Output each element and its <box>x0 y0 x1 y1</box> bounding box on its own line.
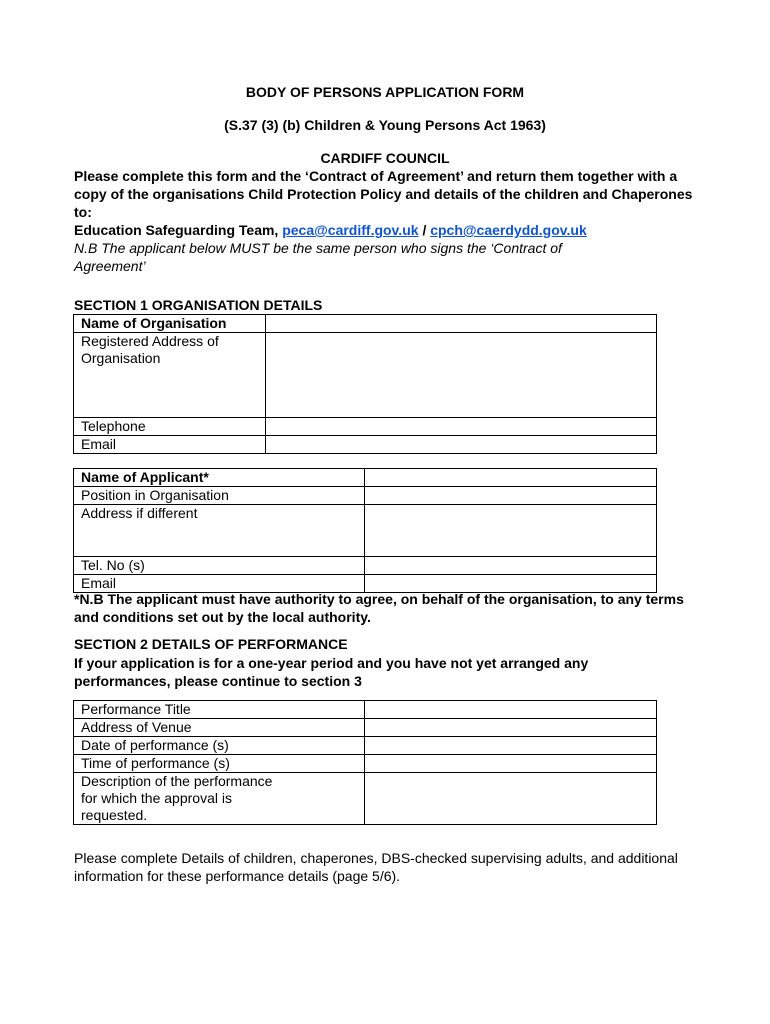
label-performance-time: Time of performance (s) <box>74 755 365 773</box>
email-field[interactable] <box>266 436 657 454</box>
organisation-name-field[interactable] <box>266 315 657 333</box>
label-performance-title: Performance Title <box>74 701 365 719</box>
label-performance-description: Description of the performance for which the approval is requested. <box>74 773 365 825</box>
tel-no-field[interactable] <box>365 557 657 575</box>
email-link-peca[interactable]: peca@cardiff.gov.uk <box>282 222 419 238</box>
section1-heading: SECTION 1 ORGANISATION DETAILS <box>74 297 323 313</box>
intro-instructions: Please complete this form and the ‘Contract of Agreement’ and return them together with a copy of the organisations Child Protection Policy and details of the children and Chaperones to: <box>74 168 693 220</box>
performance-title-field[interactable] <box>365 701 657 719</box>
email-link-cpch[interactable]: cpch@caerdydd.gov.uk <box>430 222 587 238</box>
form-title: BODY OF PERSONS APPLICATION FORM <box>245 84 525 100</box>
section2-heading: SECTION 2 DETAILS OF PERFORMANCE <box>74 636 348 652</box>
label-registered-address: Registered Address of Organisation <box>74 333 266 418</box>
section2-subheading: If your application is for a one-year period and you have not yet arranged any performances, please continue to section 3 <box>74 655 589 689</box>
performance-table <box>73 700 657 825</box>
label-telephone: Telephone <box>74 418 266 436</box>
act-reference: (S.37 (3) (b) Children & Young Persons Act 1963) <box>224 117 546 133</box>
performance-date-field[interactable] <box>365 737 657 755</box>
registered-address-field[interactable] <box>266 333 657 418</box>
label-venue-address: Address of Venue <box>74 719 365 737</box>
label-position: Position in Organisation <box>74 487 365 505</box>
organisation-table <box>73 314 657 454</box>
label-address-if-different: Address if different <box>74 505 365 557</box>
applicant-table <box>73 468 657 593</box>
label-applicant-email: Email <box>74 575 365 593</box>
label-tel-no: Tel. No (s) <box>74 557 365 575</box>
council-name: CARDIFF COUNCIL <box>320 150 450 166</box>
team-name: Education Safeguarding Team, <box>74 222 279 238</box>
telephone-field[interactable] <box>266 418 657 436</box>
performance-description-field[interactable] <box>365 773 657 825</box>
label-email: Email <box>74 436 266 454</box>
applicant-name-field[interactable] <box>365 469 657 487</box>
venue-address-field[interactable] <box>365 719 657 737</box>
label-organisation-name: Name of Organisation <box>74 315 266 333</box>
label-applicant-name: Name of Applicant* <box>74 469 365 487</box>
applicant-note: N.B The applicant below MUST be the same person who signs the ‘Contract of Agreement’ <box>74 240 562 274</box>
contact-line <box>74 221 704 239</box>
address-if-different-field[interactable] <box>365 505 657 557</box>
authority-note: *N.B The applicant must have authority to agree, on behalf of the organisation, to any terms and conditions set out by the local authority. <box>74 591 684 625</box>
position-field[interactable] <box>365 487 657 505</box>
performance-time-field[interactable] <box>365 755 657 773</box>
email-separator: / <box>422 222 427 238</box>
label-performance-date: Date of performance (s) <box>74 737 365 755</box>
footer-note: Please complete Details of children, chaperones, DBS-checked supervising adults, and additional information for these performance details (page 5/6). <box>74 850 678 884</box>
